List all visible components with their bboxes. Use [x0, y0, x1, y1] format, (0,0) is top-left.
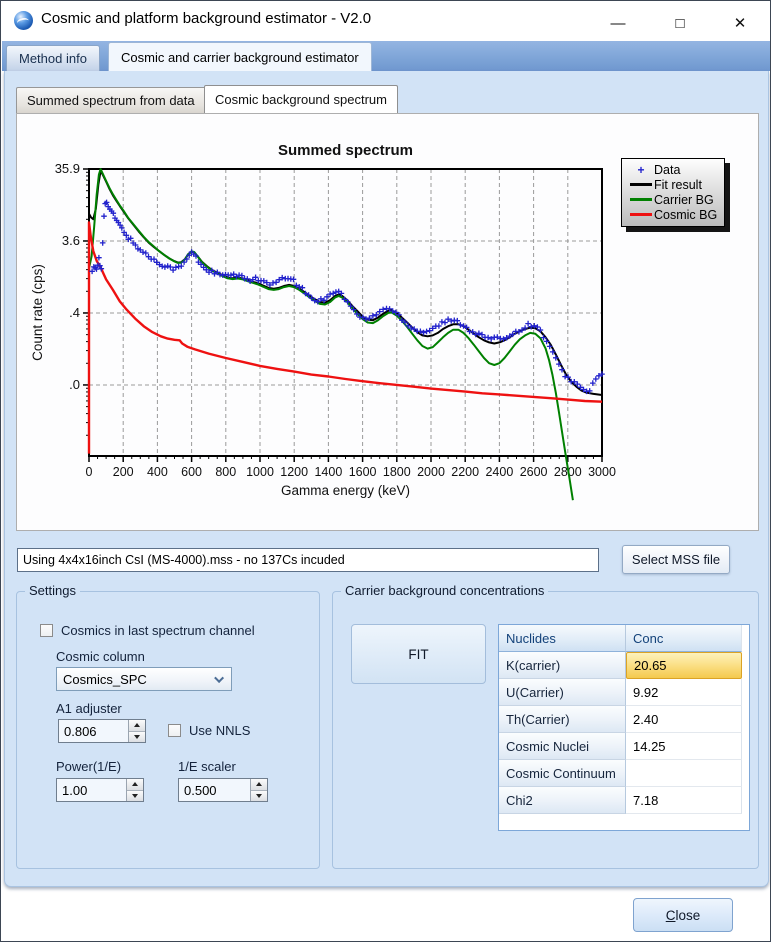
- legend-label: Fit result: [654, 177, 702, 192]
- conc-cell[interactable]: [626, 760, 742, 787]
- power-label: Power(1/E): [56, 759, 122, 774]
- table-row: [499, 706, 749, 733]
- svg-text:1600: 1600: [348, 465, 377, 479]
- chart-title: Summed spectrum: [277, 142, 414, 159]
- svg-text:2600: 2600: [519, 465, 548, 479]
- svg-text:.0: .0: [69, 376, 80, 392]
- a1-adjuster-value: 0.806: [64, 723, 97, 739]
- table-header-row: [499, 625, 749, 652]
- cosmics-last-channel-checkbox[interactable]: [40, 624, 53, 637]
- line-marker-icon: [628, 198, 654, 201]
- conc-cell-selected[interactable]: 20.65: [626, 652, 742, 679]
- select-mss-file-button[interactable]: Select MSS file: [622, 545, 730, 574]
- svg-text:2800: 2800: [553, 465, 582, 479]
- legend-label: Data: [654, 162, 681, 177]
- nuclide-cell[interactable]: U(Carrier): [499, 679, 626, 706]
- legend-item-carrier-bg: [628, 192, 718, 207]
- line-marker-icon: [628, 213, 654, 216]
- legend-item-data: [628, 162, 718, 177]
- plus-marker-icon: +: [637, 162, 645, 177]
- tab-method-info[interactable]: Method info: [6, 45, 100, 71]
- arrow-up-icon: [132, 782, 138, 786]
- a1-spin-up-button[interactable]: [129, 720, 145, 732]
- svg-text:800: 800: [215, 465, 237, 479]
- x-axis-label: Gamma energy (keV): [280, 483, 411, 498]
- arrow-up-icon: [134, 723, 140, 727]
- use-nnls-checkbox[interactable]: [168, 724, 181, 737]
- settings-groupbox: [16, 583, 320, 869]
- tab-cosmic-carrier-estimator[interactable]: Cosmic and carrier background estimator: [108, 42, 372, 71]
- line-marker-icon: [628, 183, 654, 186]
- nuclide-cell[interactable]: Th(Carrier): [499, 706, 626, 733]
- estimator-page: [4, 71, 769, 887]
- a1-adjuster-label: A1 adjuster: [56, 701, 122, 716]
- chart-panel: [16, 113, 759, 531]
- close-window-button[interactable]: ✕: [733, 15, 747, 32]
- outer-tabstrip: [2, 41, 771, 71]
- scaler-spin-down-button[interactable]: [251, 791, 267, 802]
- conc-cell[interactable]: 9.92: [626, 679, 742, 706]
- nuclide-cell[interactable]: Chi2: [499, 787, 626, 814]
- svg-text:400: 400: [146, 465, 168, 479]
- fit-button[interactable]: FIT: [351, 624, 486, 684]
- header-conc[interactable]: Conc: [626, 625, 742, 652]
- settings-caption: Settings: [25, 583, 80, 598]
- app-icon: [14, 11, 33, 30]
- close-button-label: Close: [665, 907, 701, 923]
- chevron-down-icon: [214, 673, 224, 683]
- scaler-value: 0.500: [184, 782, 217, 798]
- arrow-down-icon: [132, 794, 138, 798]
- table-row: [499, 652, 749, 679]
- conc-cell[interactable]: 14.25: [626, 733, 742, 760]
- svg-text:35.9: 35.9: [54, 161, 80, 176]
- legend-item-fit-result: [628, 177, 718, 192]
- use-nnls-label: Use NNLS: [189, 723, 251, 738]
- legend-item-cosmic-bg: [628, 207, 718, 222]
- svg-text:1000: 1000: [246, 465, 274, 479]
- close-button[interactable]: [633, 898, 733, 932]
- table-row: [499, 733, 749, 760]
- tab-cosmic-background-spectrum[interactable]: Cosmic background spectrum: [204, 85, 398, 113]
- cosmic-column-value: Cosmics_SPC: [63, 671, 147, 687]
- cosmic-column-label: Cosmic column: [56, 649, 145, 664]
- arrow-up-icon: [256, 782, 262, 786]
- power-spinner[interactable]: [56, 778, 144, 802]
- table-row: [499, 679, 749, 706]
- svg-text:3000: 3000: [588, 465, 616, 479]
- carrier-caption: Carrier background concentrations: [341, 583, 548, 598]
- svg-text:600: 600: [181, 465, 203, 479]
- power-spin-up-button[interactable]: [127, 779, 143, 791]
- nuclide-cell[interactable]: K(carrier): [499, 652, 626, 679]
- conc-cell[interactable]: 2.40: [626, 706, 742, 733]
- scaler-spinner[interactable]: [178, 778, 268, 802]
- svg-text:3.6: 3.6: [61, 232, 80, 248]
- window-title: Cosmic and platform background estimator - V2.0: [41, 10, 372, 27]
- arrow-down-icon: [134, 735, 140, 739]
- scaler-spin-up-button[interactable]: [251, 779, 267, 791]
- minimize-button[interactable]: —: [610, 14, 626, 32]
- legend-label: Carrier BG: [654, 192, 714, 207]
- scaler-label: 1/E scaler: [178, 759, 236, 774]
- carrier-concentrations-groupbox: [332, 583, 759, 869]
- svg-text:0: 0: [85, 465, 93, 479]
- svg-text:2200: 2200: [451, 465, 480, 479]
- header-nuclides[interactable]: Nuclides: [499, 625, 626, 652]
- svg-text:.4: .4: [69, 304, 80, 320]
- power-value: 1.00: [62, 782, 88, 798]
- titlebar: [1, 1, 770, 41]
- a1-spin-down-button[interactable]: [129, 732, 145, 743]
- svg-text:2400: 2400: [485, 465, 514, 479]
- table-row: [499, 787, 749, 814]
- power-spin-down-button[interactable]: [127, 791, 143, 802]
- legend-label: Cosmic BG: [654, 207, 718, 222]
- svg-text:1800: 1800: [382, 465, 411, 479]
- nuclide-cell[interactable]: Cosmic Continuum: [499, 760, 626, 787]
- chart-legend: [621, 158, 725, 227]
- conc-cell[interactable]: 7.18: [626, 787, 742, 814]
- svg-text:1200: 1200: [280, 465, 309, 479]
- arrow-down-icon: [256, 794, 262, 798]
- svg-text:200: 200: [112, 465, 134, 479]
- svg-text:2000: 2000: [417, 465, 445, 479]
- mss-file-path-input[interactable]: [17, 548, 599, 572]
- tab-summed-spectrum-from-data[interactable]: Summed spectrum from data: [16, 87, 206, 113]
- cosmic-column-combobox[interactable]: [56, 667, 232, 691]
- table-row: [499, 760, 749, 787]
- y-axis-label: Count rate (cps): [30, 264, 45, 361]
- combo-dropdown-button[interactable]: [211, 669, 230, 689]
- concentrations-table: [498, 624, 750, 831]
- nuclide-cell[interactable]: Cosmic Nuclei: [499, 733, 626, 760]
- svg-text:1400: 1400: [314, 465, 343, 479]
- cosmics-last-channel-label: Cosmics in last spectrum channel: [61, 623, 255, 638]
- a1-adjuster-spinner[interactable]: [58, 719, 146, 743]
- maximize-button[interactable]: □: [675, 14, 685, 32]
